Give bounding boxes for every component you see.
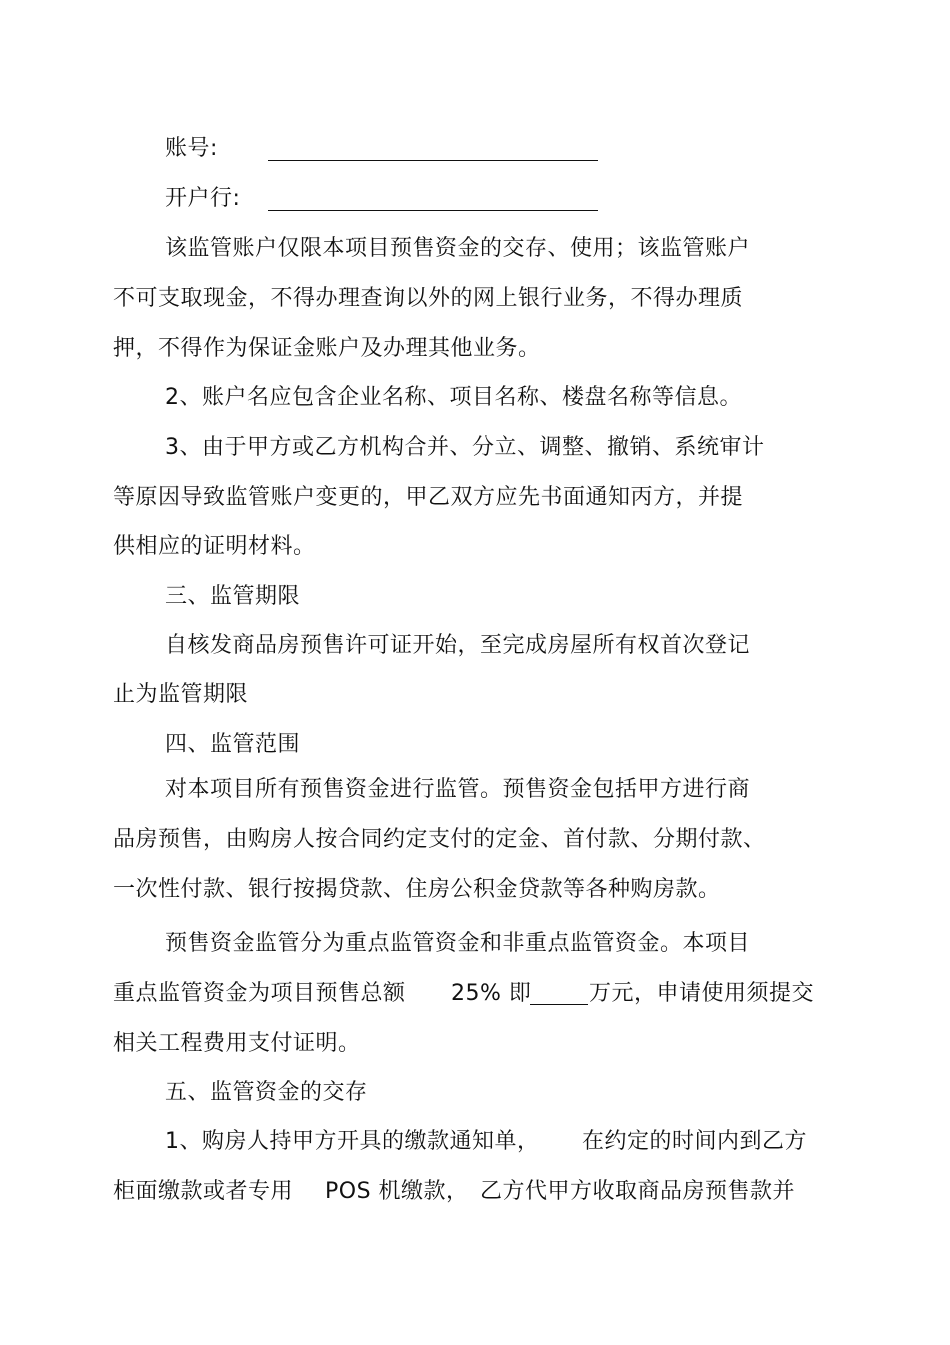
section4-line3: 一次性付款、银行按揭贷款、住房公积金贷款等各种购房款。 <box>113 877 721 902</box>
section5-item1-line2b: POS 机缴款， <box>325 1179 469 1204</box>
account-number-label: 账号: <box>165 136 218 161</box>
section4-line2: 品房预售，由购房人按合同约定支付的定金、首付款、分期付款、 <box>113 827 766 852</box>
key-funds-line2c: 万元，申请使用须提交 <box>589 981 815 1006</box>
section3-line2: 止为监管期限 <box>113 682 249 707</box>
para1-line3: 押，不得作为保证金账户及办理其他业务。 <box>113 336 541 361</box>
section5-item1-line1a: 1、购房人持甲方开具的缴款通知单， <box>165 1129 540 1154</box>
section3-line1: 自核发商品房预售许可证开始，至完成房屋所有权首次登记 <box>165 633 751 658</box>
item3-line2: 等原因导致监管账户变更的，甲乙双方应先书面通知丙方，并提 <box>113 485 744 510</box>
item3-line3: 供相应的证明材料。 <box>113 534 316 559</box>
bank-blank <box>268 210 598 211</box>
key-funds-line2a: 重点监管资金为项目预售总额 <box>113 981 406 1006</box>
para1-line2: 不可支取现金，不得办理查询以外的网上银行业务，不得办理质 <box>113 286 744 311</box>
section3-title: 三、监管期限 <box>165 584 301 609</box>
section5-item1-line1b: 在约定的时间内到乙方 <box>582 1129 808 1154</box>
section4-title: 四、监管范围 <box>165 732 301 757</box>
section5-item1-line2a: 柜面缴款或者专用 <box>113 1179 294 1204</box>
item3-line1: 3、由于甲方或乙方机构合并、分立、调整、撤销、系统审计 <box>165 435 765 460</box>
section5-item1-line2c: 乙方代甲方收取商品房预售款并 <box>480 1179 796 1204</box>
bank-label: 开户行: <box>165 186 241 211</box>
section5-title: 五、监管资金的交存 <box>165 1080 368 1105</box>
amount-blank <box>530 1004 588 1005</box>
para1-line1: 该监管账户仅限本项目预售资金的交存、使用；该监管账户 <box>165 236 751 261</box>
account-number-blank <box>268 160 598 161</box>
key-funds-percent: 25% 即 <box>451 981 532 1006</box>
item2-text: 2、账户名应包含企业名称、项目名称、楼盘名称等信息。 <box>165 385 742 410</box>
section4-line1: 对本项目所有预售资金进行监管。预售资金包括甲方进行商 <box>165 777 751 802</box>
key-funds-line3: 相关工程费用支付证明。 <box>113 1031 361 1056</box>
key-funds-line1: 预售资金监管分为重点监管资金和非重点监管资金。本项目 <box>165 931 751 956</box>
